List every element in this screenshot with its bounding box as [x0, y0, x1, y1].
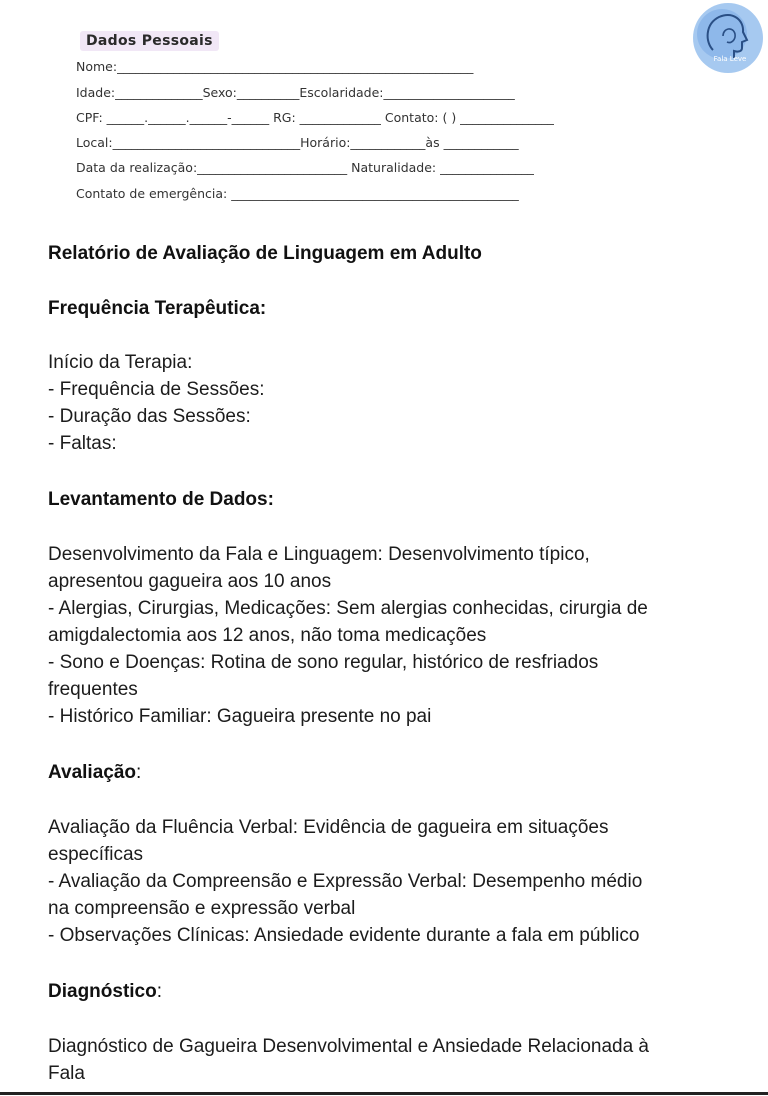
section-body-frequencia: [48, 349, 748, 457]
body-line: Diagnóstico de Gagueira Desenvolvimental e Ansiedade Relacionada à: [48, 1036, 649, 1057]
form-field-emergencia: Contato de emergência: ______________________________________________: [76, 186, 519, 201]
section-heading-frequencia: [48, 298, 266, 320]
body-line: - Faltas:: [48, 433, 117, 454]
logo: [689, 2, 767, 74]
body-line: frequentes: [48, 679, 138, 700]
body-line: Avaliação da Fluência Verbal: Evidência de gagueira em situações: [48, 817, 609, 838]
body-line: Fala: [48, 1063, 85, 1084]
bottom-divider: [0, 1092, 768, 1095]
form-field-nome: Nome:_________________________________________________________: [76, 59, 474, 74]
section-body-avaliacao: [48, 814, 748, 949]
form-field-cpf: CPF: ______.______.______-______ RG: _____________ Contato: ( ) _______________: [76, 110, 554, 125]
heading-text: Avaliação: [48, 762, 137, 783]
section-heading-diagnostico: [48, 981, 162, 1003]
body-line: - Alergias, Cirurgias, Medicações: Sem alergias conhecidas, cirurgia de: [48, 598, 648, 619]
form-field-idade: Idade:______________Sexo:__________Escolaridade:_____________________: [76, 85, 515, 100]
body-line: Desenvolvimento da Fala e Linguagem: Desenvolvimento típico,: [48, 544, 590, 565]
body-line: apresentou gagueira aos 10 anos: [48, 571, 332, 592]
body-line: - Histórico Familiar: Gagueira presente no pai: [48, 706, 432, 727]
body-line: - Observações Clínicas: Ansiedade evidente durante a fala em público: [48, 925, 640, 946]
heading-suffix: :: [136, 762, 142, 783]
body-line: - Frequência de Sessões:: [48, 379, 265, 400]
logo-caption: Fala Leve: [713, 55, 747, 63]
section-heading-levantamento: [48, 489, 274, 511]
body-line: específicas: [48, 844, 144, 865]
head-profile-icon: [689, 2, 767, 74]
heading-text: Frequência Terapêutica:: [48, 298, 267, 319]
report-title: Relatório de Avaliação de Linguagem em Adulto: [48, 243, 482, 264]
heading-text: Levantamento de Dados:: [48, 489, 274, 510]
body-line: - Duração das Sessões:: [48, 406, 251, 427]
body-line: - Avaliação da Compreensão e Expressão Verbal: Desempenho médio: [48, 871, 643, 892]
body-line: amigdalectomia aos 12 anos, não toma medicações: [48, 625, 487, 646]
section-body-levantamento: [48, 541, 748, 730]
section-body-diagnostico: [48, 1033, 748, 1087]
body-line: - Sono e Doenças: Rotina de sono regular, histórico de resfriados: [48, 652, 599, 673]
heading-text: Diagnóstico: [48, 981, 157, 1002]
form-field-data: Data da realização:________________________ Naturalidade: _______________: [76, 160, 534, 175]
form-field-local: Local:______________________________Horário:____________às ____________: [76, 135, 519, 150]
heading-suffix: :: [156, 981, 163, 1002]
section-heading-avaliacao: [48, 762, 141, 784]
body-line: Início da Terapia:: [48, 352, 193, 373]
body-line: na compreensão e expressão verbal: [48, 898, 356, 919]
section-title-personal-data: Dados Pessoais: [80, 31, 219, 51]
